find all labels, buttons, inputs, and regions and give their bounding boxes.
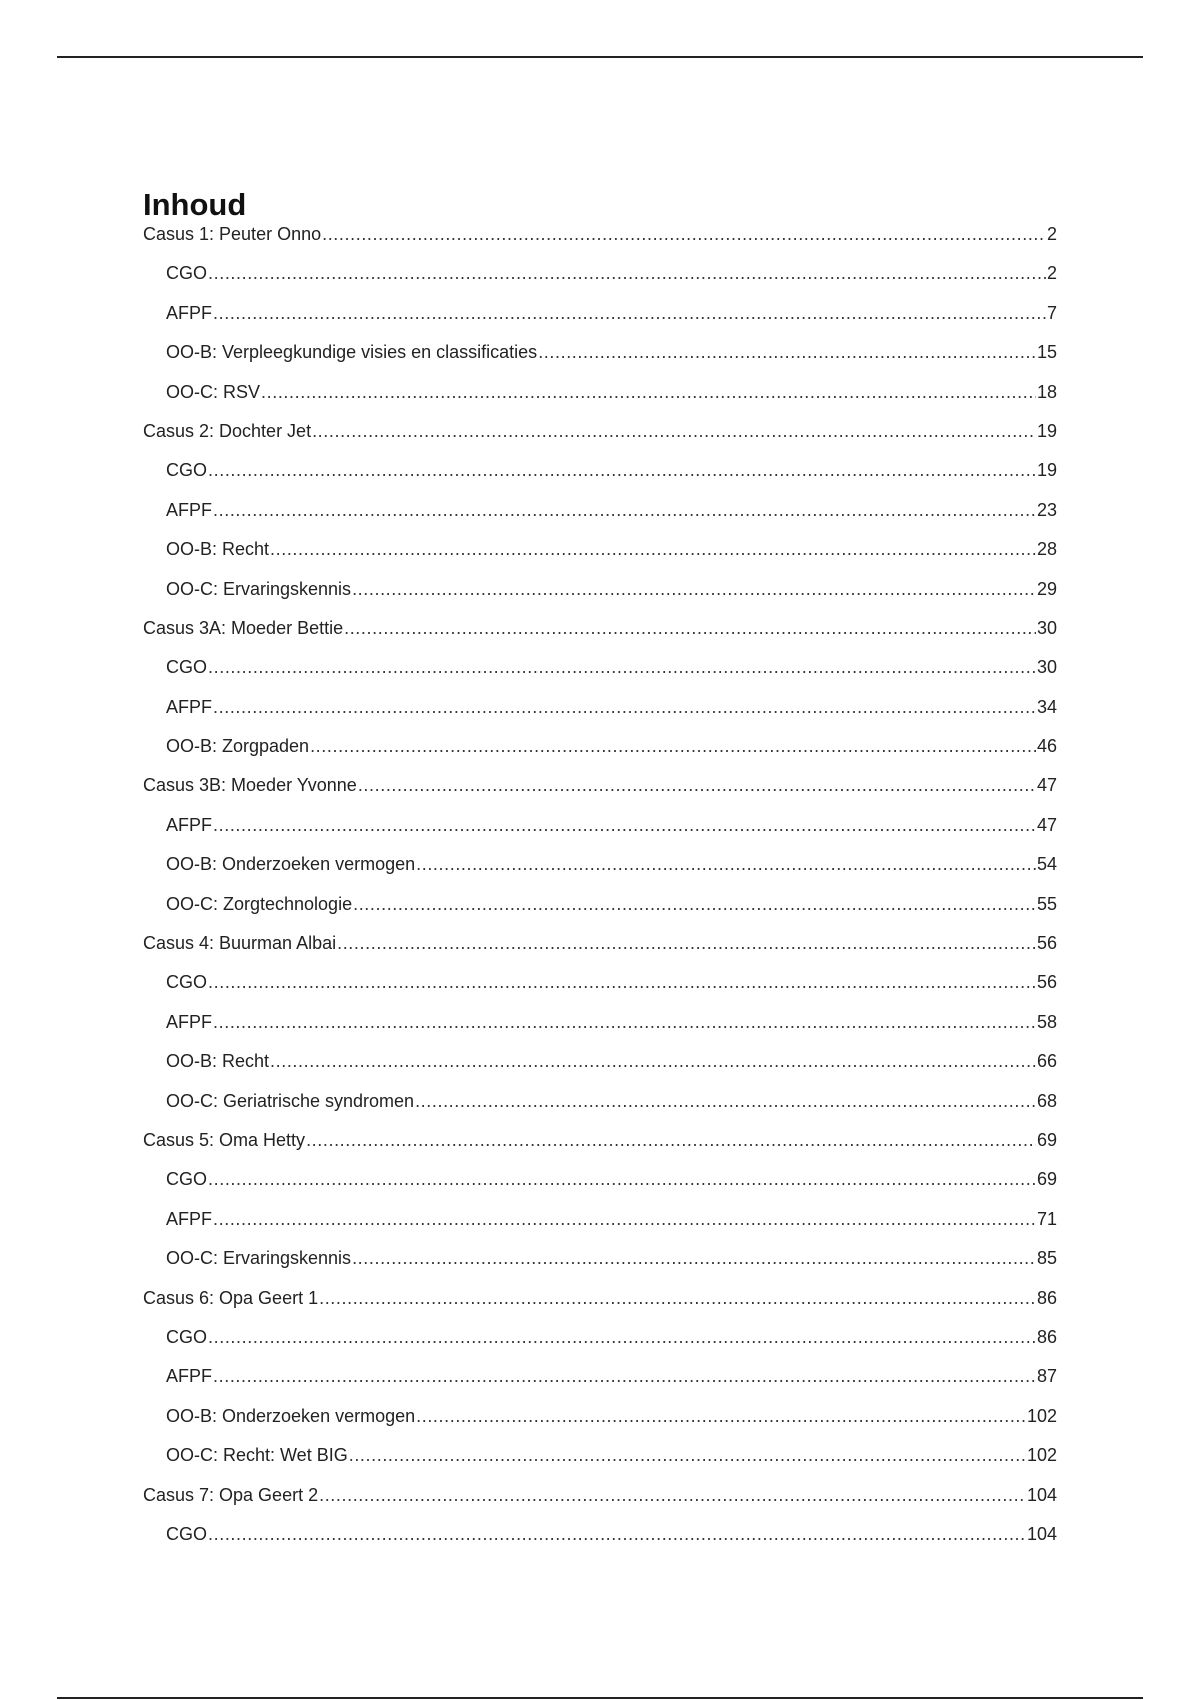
toc-entry-label: Casus 2: Dochter Jet — [143, 420, 312, 441]
toc-entry-page-number: 86 — [1036, 1326, 1057, 1347]
toc-entry-label: OO-B: Recht — [166, 539, 270, 560]
toc-entry-page-number: 28 — [1036, 539, 1057, 560]
toc-entry-label: OO-C: Zorgtechnologie — [166, 893, 353, 914]
toc-dot-leader — [352, 570, 1036, 609]
toc-entry-section[interactable] — [143, 924, 1057, 963]
toc-entry-page-number: 47 — [1036, 814, 1057, 835]
toc-entry-page-number: 30 — [1036, 617, 1057, 638]
toc-entry-page-number: 87 — [1036, 1366, 1057, 1387]
toc-entry-subsection[interactable] — [143, 451, 1057, 490]
toc-dot-leader — [213, 294, 1046, 333]
toc-entry-page-number: 68 — [1036, 1090, 1057, 1111]
toc-entry-subsection[interactable] — [143, 648, 1057, 687]
toc-entry-subsection[interactable] — [143, 1515, 1057, 1554]
toc-entry-subsection[interactable] — [143, 1239, 1057, 1278]
toc-entry-label: CGO — [166, 1326, 208, 1347]
toc-entry-subsection[interactable] — [143, 885, 1057, 924]
toc-dot-leader — [213, 1357, 1036, 1396]
toc-entry-subsection[interactable] — [143, 1397, 1057, 1436]
toc-dot-leader — [319, 1476, 1026, 1515]
toc-entry-subsection[interactable] — [143, 373, 1057, 412]
toc-entry-subsection[interactable] — [143, 727, 1057, 766]
toc-entry-label: Casus 6: Opa Geert 1 — [143, 1287, 319, 1308]
toc-entry-subsection[interactable] — [143, 1357, 1057, 1396]
toc-entry-page-number: 104 — [1026, 1523, 1057, 1544]
toc-entry-page-number: 19 — [1036, 420, 1057, 441]
toc-dot-leader — [208, 1318, 1036, 1357]
toc-dot-leader — [349, 1436, 1026, 1475]
toc-entry-page-number: 86 — [1036, 1287, 1057, 1308]
toc-entry-label: OO-C: RSV — [166, 381, 261, 402]
toc-dot-leader — [208, 1515, 1026, 1554]
toc-entry-label: AFPF — [166, 1208, 213, 1229]
toc-entry-page-number: 23 — [1036, 499, 1057, 520]
toc-entry-section[interactable] — [143, 1279, 1057, 1318]
toc-dot-leader — [261, 373, 1036, 412]
toc-entry-page-number: 66 — [1036, 1051, 1057, 1072]
toc-entry-section[interactable] — [143, 412, 1057, 451]
toc-entry-label: AFPF — [166, 814, 213, 835]
toc-entry-section[interactable] — [143, 609, 1057, 648]
toc-entry-page-number: 29 — [1036, 578, 1057, 599]
toc-entry-subsection[interactable] — [143, 1082, 1057, 1121]
toc-dot-leader — [337, 924, 1036, 963]
toc-entry-label: OO-C: Geriatrische syndromen — [166, 1090, 415, 1111]
toc-entry-label: CGO — [166, 263, 208, 284]
toc-entry-label: Casus 5: Oma Hetty — [143, 1129, 306, 1150]
toc-entry-label: AFPF — [166, 302, 213, 323]
toc-dot-leader — [415, 1082, 1036, 1121]
toc-entry-label: OO-B: Recht — [166, 1051, 270, 1072]
toc-dot-leader — [538, 333, 1036, 372]
toc-entry-label: OO-B: Onderzoeken vermogen — [166, 854, 416, 875]
toc-entry-page-number: 56 — [1036, 972, 1057, 993]
toc-entry-subsection[interactable] — [143, 1200, 1057, 1239]
toc-entry-subsection[interactable] — [143, 1003, 1057, 1042]
toc-entry-label: Casus 4: Buurman Albai — [143, 933, 337, 954]
toc-entry-label: OO-B: Verpleegkundige visies en classificaties — [166, 342, 538, 363]
page-title: Inhoud — [143, 186, 247, 222]
toc-dot-leader — [213, 491, 1036, 530]
toc-entry-section[interactable] — [143, 215, 1057, 254]
toc-entry-label: Casus 3A: Moeder Bettie — [143, 617, 344, 638]
toc-entry-label: Casus 3B: Moeder Yvonne — [143, 775, 357, 796]
toc-dot-leader — [208, 451, 1036, 490]
toc-entry-page-number: 58 — [1036, 1011, 1057, 1032]
toc-entry-subsection[interactable] — [143, 963, 1057, 1002]
toc-entry-subsection[interactable] — [143, 1042, 1057, 1081]
toc-dot-leader — [270, 1042, 1036, 1081]
toc-entry-subsection[interactable] — [143, 294, 1057, 333]
toc-entry-page-number: 19 — [1036, 460, 1057, 481]
toc-dot-leader — [358, 766, 1036, 805]
toc-entry-page-number: 7 — [1046, 302, 1057, 323]
toc-entry-label: OO-B: Onderzoeken vermogen — [166, 1405, 416, 1426]
toc-dot-leader — [352, 1239, 1036, 1278]
toc-dot-leader — [306, 1121, 1036, 1160]
toc-entry-subsection[interactable] — [143, 491, 1057, 530]
toc-dot-leader — [310, 727, 1036, 766]
toc-entry-subsection[interactable] — [143, 254, 1057, 293]
toc-dot-leader — [312, 412, 1036, 451]
toc-entry-label: OO-B: Zorgpaden — [166, 736, 310, 757]
toc-entry-page-number: 18 — [1036, 381, 1057, 402]
toc-entry-label: AFPF — [166, 696, 213, 717]
toc-entry-label: AFPF — [166, 499, 213, 520]
toc-entry-label: AFPF — [166, 1011, 213, 1032]
toc-entry-page-number: 104 — [1026, 1484, 1057, 1505]
toc-entry-section[interactable] — [143, 766, 1057, 805]
toc-entry-page-number: 69 — [1036, 1169, 1057, 1190]
toc-dot-leader — [213, 688, 1036, 727]
toc-entry-page-number: 85 — [1036, 1248, 1057, 1269]
toc-entry-page-number: 71 — [1036, 1208, 1057, 1229]
toc-entry-page-number: 69 — [1036, 1129, 1057, 1150]
header-rule — [57, 56, 1143, 58]
toc-dot-leader — [208, 254, 1046, 293]
toc-entry-page-number: 55 — [1036, 893, 1057, 914]
toc-entry-label: AFPF — [166, 1366, 213, 1387]
toc-dot-leader — [353, 885, 1036, 924]
toc-entry-page-number: 30 — [1036, 657, 1057, 678]
toc-entry-label: OO-C: Recht: Wet BIG — [166, 1445, 348, 1466]
toc-entry-label: CGO — [166, 657, 208, 678]
toc-dot-leader — [322, 215, 1046, 254]
toc-entry-page-number: 47 — [1036, 775, 1057, 796]
toc-dot-leader — [213, 806, 1036, 845]
toc-dot-leader — [344, 609, 1036, 648]
toc-entry-label: Casus 1: Peuter Onno — [143, 224, 322, 244]
toc-entry-label: OO-C: Ervaringskennis — [166, 1248, 352, 1269]
toc-entry-label: CGO — [166, 1523, 208, 1544]
toc-entry-page-number: 2 — [1046, 224, 1057, 244]
toc-entry-section[interactable] — [143, 1476, 1057, 1515]
toc-entry-label: OO-C: Ervaringskennis — [166, 578, 352, 599]
toc-entry-subsection[interactable] — [143, 1160, 1057, 1199]
toc-entry-section[interactable] — [143, 1121, 1057, 1160]
toc-entry-page-number: 46 — [1036, 736, 1057, 757]
toc-dot-leader — [213, 1200, 1036, 1239]
toc-entry-subsection[interactable] — [143, 845, 1057, 884]
toc-entry-subsection[interactable] — [143, 688, 1057, 727]
toc-entry-page-number: 102 — [1026, 1405, 1057, 1426]
toc-dot-leader — [416, 845, 1036, 884]
toc-entry-subsection[interactable] — [143, 333, 1057, 372]
toc-dot-leader — [208, 963, 1036, 1002]
toc-dot-leader — [213, 1003, 1036, 1042]
toc-dot-leader — [270, 530, 1036, 569]
toc-dot-leader — [319, 1279, 1036, 1318]
toc-dot-leader — [208, 1160, 1036, 1199]
toc-entry-page-number: 15 — [1036, 342, 1057, 363]
footer-rule — [57, 1697, 1143, 1699]
toc-entry-label: CGO — [166, 972, 208, 993]
table-of-contents — [143, 215, 1057, 1554]
toc-entry-page-number: 56 — [1036, 933, 1057, 954]
toc-entry-subsection[interactable] — [143, 570, 1057, 609]
toc-dot-leader — [208, 648, 1036, 687]
toc-entry-label: Casus 7: Opa Geert 2 — [143, 1484, 319, 1505]
toc-entry-subsection[interactable] — [143, 530, 1057, 569]
toc-entry-subsection[interactable] — [143, 1436, 1057, 1475]
toc-entry-subsection[interactable] — [143, 1318, 1057, 1357]
toc-entry-label: CGO — [166, 1169, 208, 1190]
toc-entry-page-number: 2 — [1046, 263, 1057, 284]
toc-entry-page-number: 102 — [1026, 1445, 1057, 1466]
toc-entry-page-number: 54 — [1036, 854, 1057, 875]
toc-entry-label: CGO — [166, 460, 208, 481]
toc-entry-subsection[interactable] — [143, 806, 1057, 845]
toc-entry-page-number: 34 — [1036, 696, 1057, 717]
toc-dot-leader — [416, 1397, 1026, 1436]
